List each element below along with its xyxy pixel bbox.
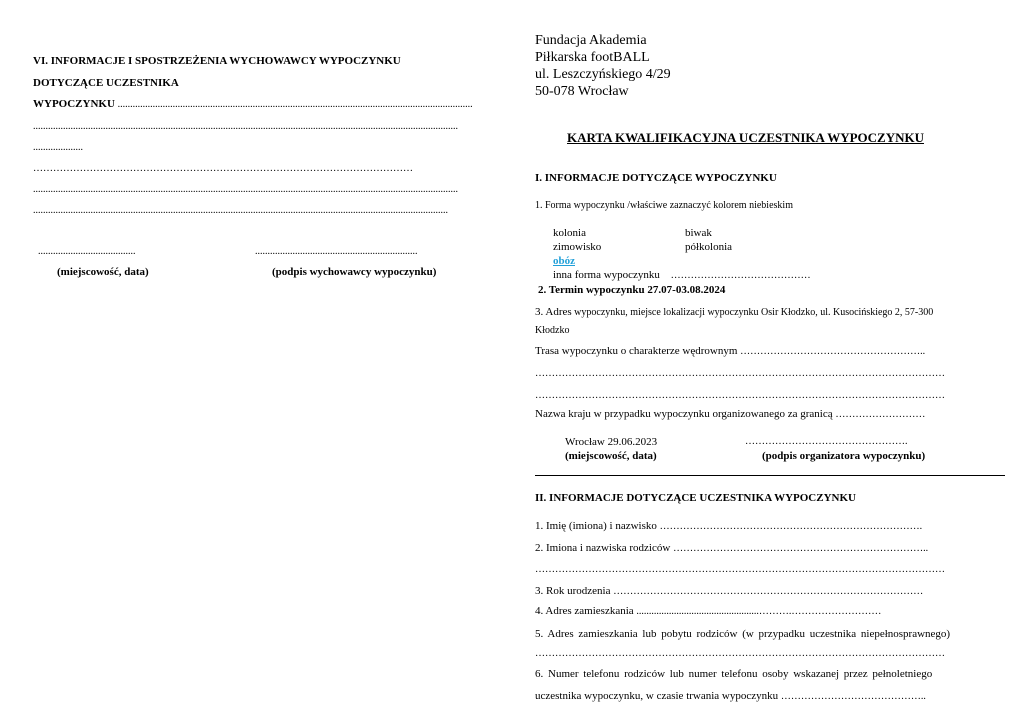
organizer-sign-dots: …………………………………………. (745, 436, 908, 447)
q2-line (535, 542, 928, 554)
adres-line (535, 306, 933, 318)
dotted-line-trasa-2: …………………………………………………………………………………………………………… (535, 390, 945, 401)
dotted-line-2: .......................................................................................................................................................................... (33, 121, 458, 132)
dotted-line-6: ...................................................................................................................................................................... (33, 205, 448, 216)
adres-value: wypoczynku, miejsce lokalizacji wypoczynku Osir Kłodzko, ul. Kusocińskiego 2, 57-300 (574, 307, 934, 318)
organizer-name-line2: Piłkarska footBALL (535, 50, 650, 65)
termin: 2. Termin wypoczynku 27.07-03.08.2024 (538, 284, 726, 296)
option-kolonia[interactable] (535, 227, 586, 239)
organizer-address-city: 50-078 Wrocław (535, 84, 629, 99)
option-oboz[interactable] (535, 255, 575, 267)
dotted-line-4: …………………………………………………………………………………………………… (33, 163, 413, 174)
q1-label: 1. Imię (imiona) i nazwisko (535, 520, 657, 532)
dotted-line: …………………………………….. (780, 691, 926, 702)
section-divider (535, 475, 1005, 476)
dotted-line-3: .................... (33, 142, 83, 153)
place-date-label: (miejscowość, data) (57, 266, 149, 278)
q3-line (535, 585, 923, 597)
q5-label: 5. Adres zamieszkania lub pobytu rodziców (w przypadku uczestnika niepełnosprawnego) (535, 628, 951, 640)
q1-line (535, 520, 922, 532)
dotted-line: ………………………………………………………………….. (673, 543, 929, 554)
section-vi-title-line3 (33, 98, 503, 110)
sign-dots-left: ....................................... (38, 246, 136, 257)
option-polkolonia[interactable] (667, 241, 732, 253)
kraj-label: Nazwa kraju w przypadku wypoczynku organizowanego za granicą (535, 408, 833, 420)
caretaker-signature-label: (podpis wychowawcy wypoczynku) (272, 266, 437, 278)
dotted-line: .............................................................................................................................................. (117, 99, 473, 110)
option-label: kolonia (553, 227, 586, 239)
dotted-line-trasa-1: …………………………………………………………………………………………………………… (535, 368, 945, 379)
dotted-line: ……………………… (835, 409, 926, 420)
option-biwak[interactable] (667, 227, 712, 239)
q6-label-2: uczestnika wypoczynku, w czasie trwania wypoczynku (535, 690, 779, 702)
organizer-signature-label: (podpis organizatora wypoczynku) (762, 450, 926, 462)
option-label: inna forma wypoczynku (553, 269, 660, 281)
q4-line (535, 605, 881, 617)
q2-label: 2. Imiona i nazwiska rodziców (535, 542, 671, 554)
place-date-label-right: (miejscowość, data) (565, 450, 657, 462)
section-vi-title-line1: VI. INFORMACJE I SPOSTRZEŻENIA WYCHOWAWCY WYPOCZYNKU (33, 55, 401, 67)
section-ii-title: II. INFORMACJE DOTYCZĄCE UCZESTNIKA WYPOCZYNKU (535, 492, 856, 504)
q6-line2 (535, 690, 926, 702)
kraj-line (535, 408, 925, 420)
sign-dots-right: ................................................................. (255, 246, 418, 257)
section-i-title: I. INFORMACJE DOTYCZĄCE WYPOCZYNKU (535, 172, 777, 184)
trasa-label: Trasa wypoczynku o charakterze wędrownym (535, 345, 738, 357)
dotted-line: ……………………………………………………………………. (659, 521, 923, 532)
q6-label: 6. Numer telefonu rodziców lub numer telefonu osoby wskazanej przez pełnoletniego (535, 668, 933, 680)
section-vi-title-line2: DOTYCZĄCE UCZESTNIKA (33, 77, 179, 89)
option-label: półkolonia (685, 241, 733, 253)
place-date-value: Wrocław 29.06.2023 (565, 436, 658, 448)
organizer-address-street: ul. Leszczyńskiego 4/29 (535, 67, 671, 82)
dotted-line: ………………………………………………………………………………… (613, 586, 924, 597)
dotted-line-q5: …………………………………………………………………………………………………………… (535, 648, 945, 659)
form-label: 1. Forma wypoczynku /właściwe zaznaczyć kolorem niebieskim (535, 200, 793, 211)
dotted-line: …………………………………… (670, 270, 811, 281)
dotted-line-q2: …………………………………………………………………………………………………………… (535, 564, 945, 575)
adres-label: 3. Adres (535, 306, 572, 318)
section-vi-title-word: WYPOCZYNKU (33, 98, 115, 110)
option-inna[interactable] (535, 269, 811, 281)
option-label-link[interactable]: obóz (553, 255, 575, 267)
trasa-line (535, 345, 925, 357)
option-label: biwak (685, 227, 712, 239)
organizer-name-line1: Fundacja Akademia (535, 33, 647, 48)
card-title: KARTA KWALIFIKACYJNA UCZESTNIKA WYPOCZYNKU (567, 130, 924, 145)
adres-value-2: Kłodzko (535, 325, 570, 336)
option-zimowisko[interactable] (535, 241, 601, 253)
dotted-line-5: .......................................................................................................................................................................... (33, 184, 458, 195)
q3-label: 3. Rok urodzenia (535, 585, 611, 597)
option-label: zimowisko (553, 241, 602, 253)
dotted-line: ……………………………………………….. (740, 346, 926, 357)
dotted-line: .................................................……….……………………… (636, 606, 882, 617)
q4-label: 4. Adres zamieszkania (535, 605, 634, 617)
